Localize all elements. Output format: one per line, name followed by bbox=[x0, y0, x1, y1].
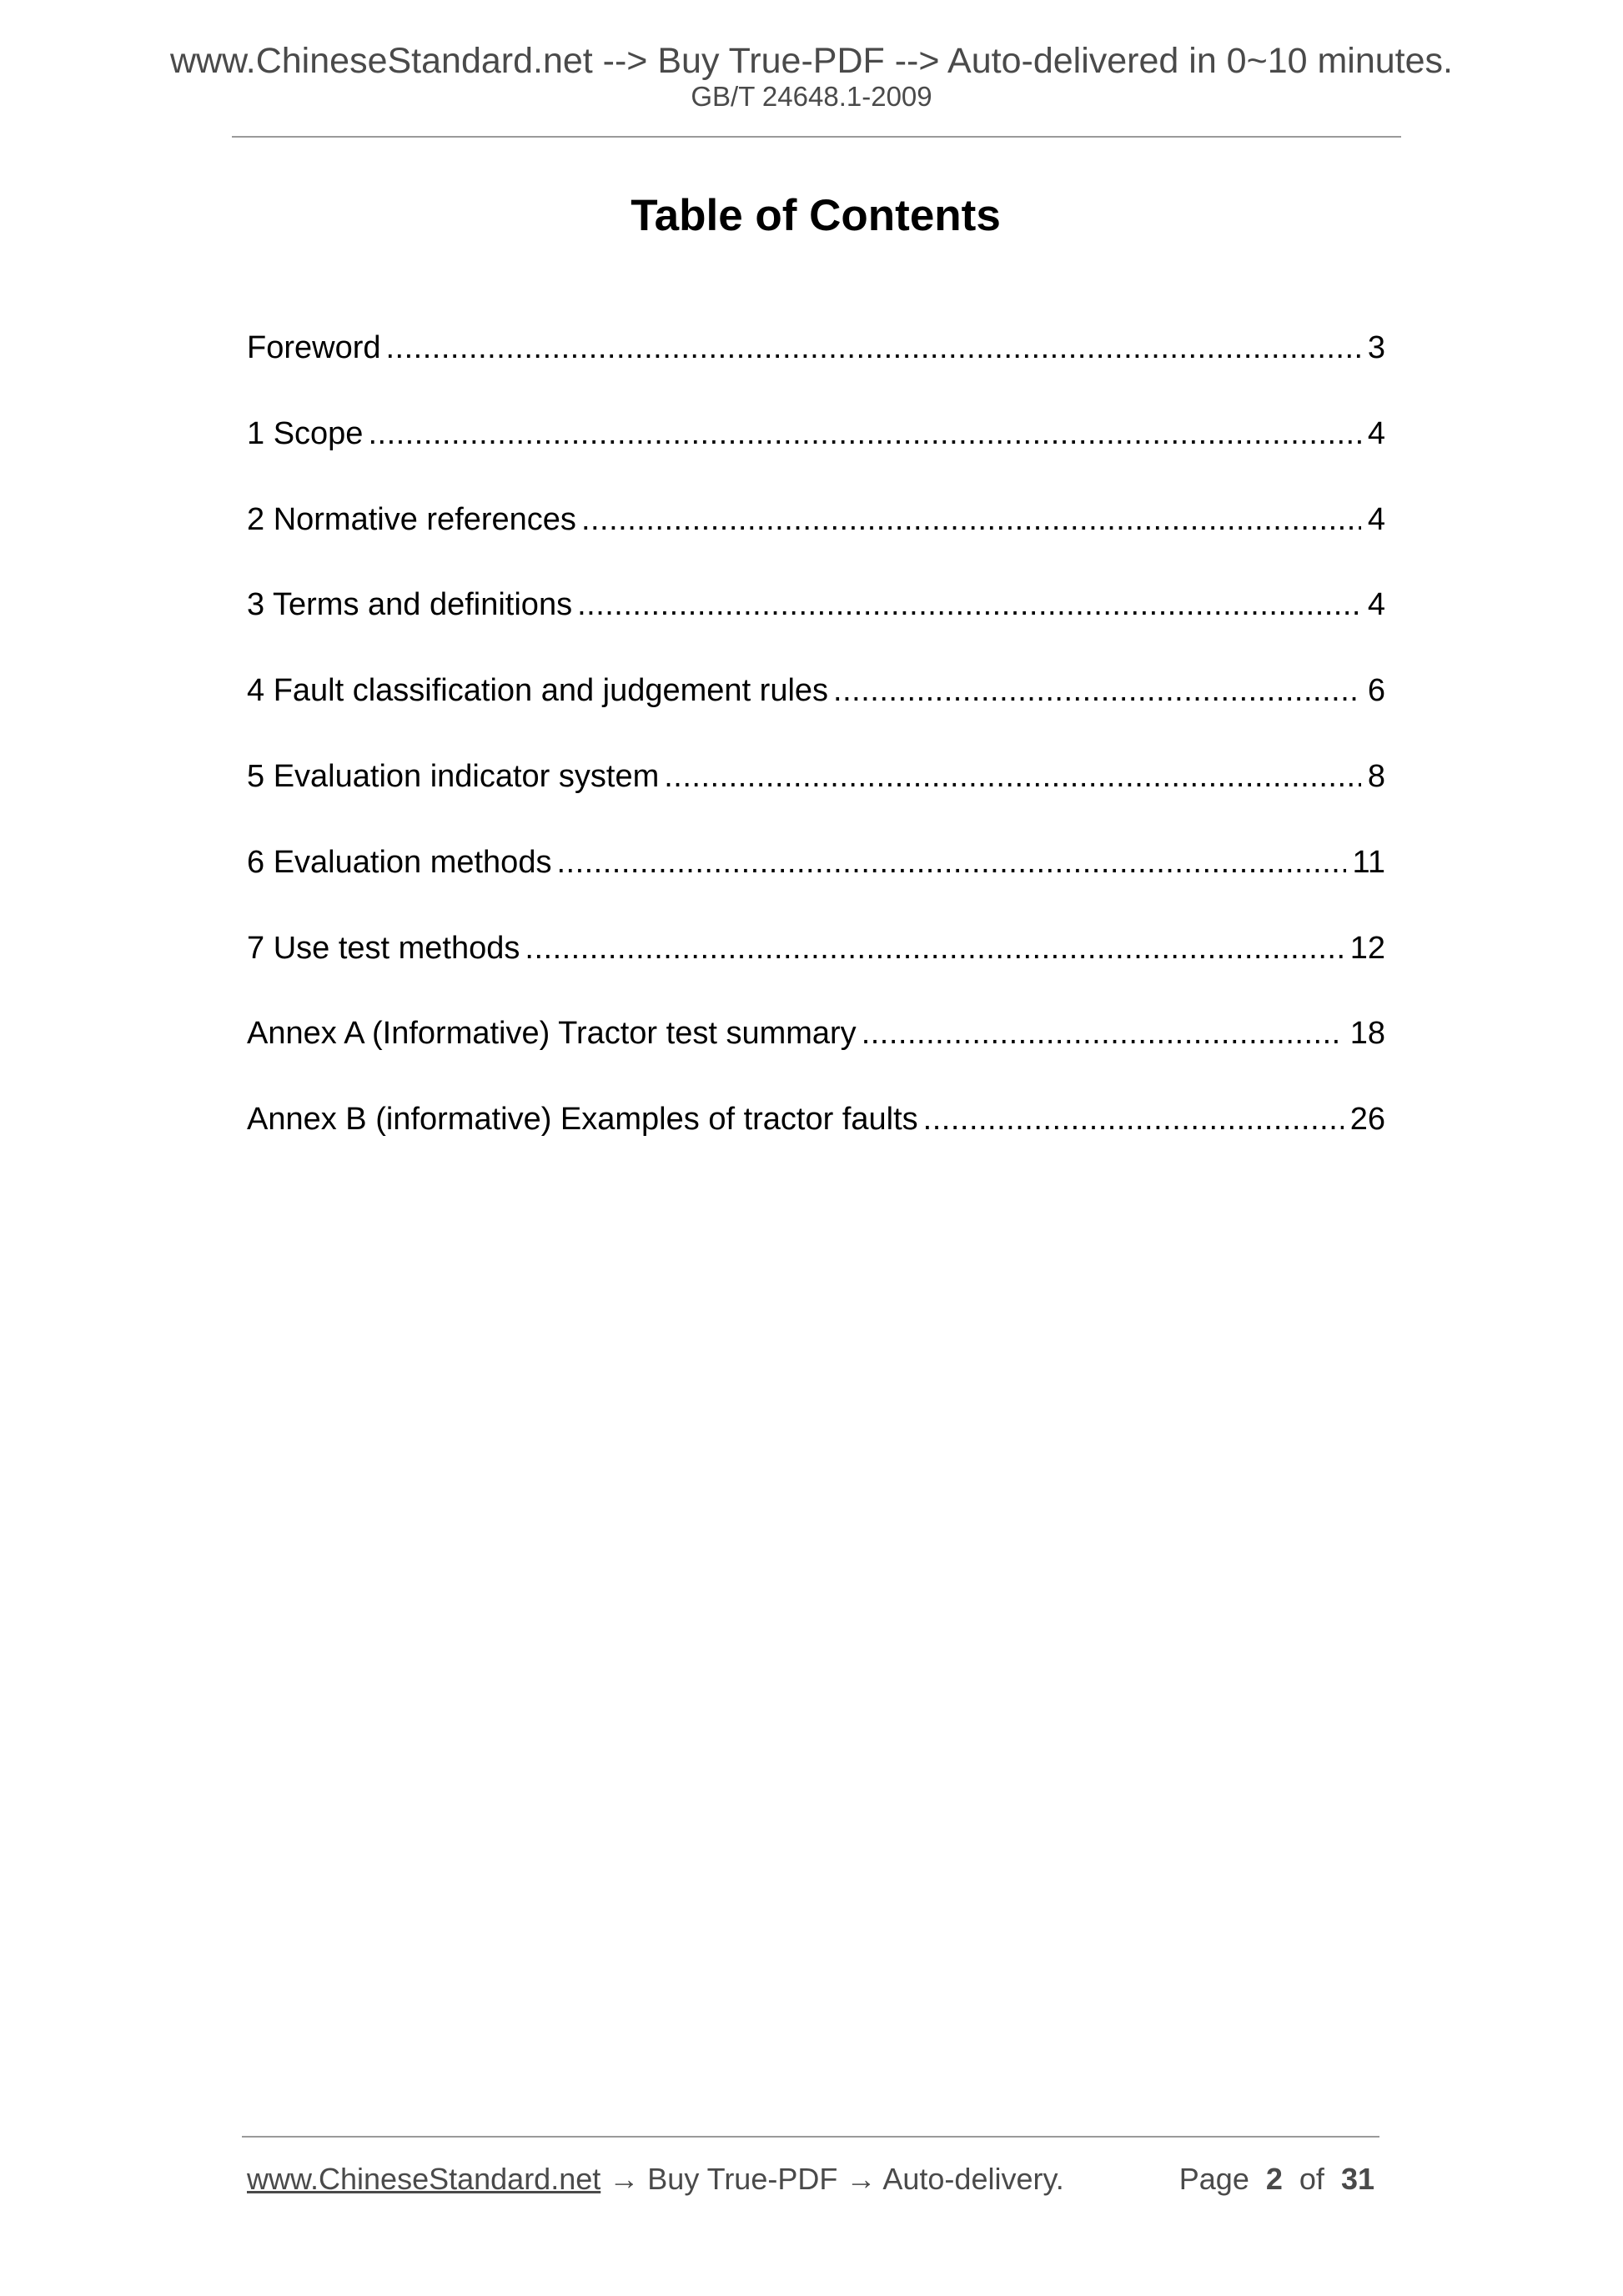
header-divider bbox=[232, 136, 1401, 138]
toc-entry-evaluation-indicator-system[interactable] bbox=[247, 755, 1385, 841]
toc-entry-terms-and-definitions[interactable] bbox=[247, 583, 1385, 669]
dot-leader bbox=[664, 755, 1361, 798]
page-title: Table of Contents bbox=[631, 191, 1001, 240]
header-banner: www.ChineseStandard.net --> Buy True-PDF --> Auto-delivered in 0~10 minutes. bbox=[169, 41, 1453, 81]
toc-entry-fault-classification[interactable] bbox=[247, 669, 1385, 755]
footer-site-link[interactable]: www.ChineseStandard.net bbox=[247, 2162, 601, 2196]
toc-entry-label: 2 Normative references bbox=[247, 501, 576, 537]
toc-entry-page: 12 bbox=[1349, 930, 1385, 966]
toc-entry-foreword[interactable] bbox=[247, 326, 1385, 412]
table-of-contents bbox=[247, 326, 1385, 1183]
document-number: GB/T 24648.1-2009 bbox=[691, 81, 932, 112]
dot-leader bbox=[923, 1098, 1344, 1141]
dot-leader bbox=[833, 669, 1361, 712]
toc-entry-label: Annex A (Informative) Tractor test summary bbox=[247, 1016, 857, 1052]
toc-entry-label: 5 Evaluation indicator system bbox=[247, 758, 660, 794]
toc-entry-page: 8 bbox=[1367, 758, 1385, 794]
page-footer bbox=[247, 2160, 1381, 2198]
toc-entry-page: 26 bbox=[1349, 1102, 1385, 1138]
toc-entry-label: 7 Use test methods bbox=[247, 930, 520, 966]
footer-delivery-text: Auto-delivery. bbox=[882, 2162, 1064, 2196]
toc-entry-page: 3 bbox=[1367, 330, 1385, 365]
footer-buy-text: Buy True-PDF bbox=[647, 2162, 838, 2196]
toc-entry-page: 18 bbox=[1349, 1016, 1385, 1052]
toc-entry-scope[interactable] bbox=[247, 412, 1385, 498]
toc-entry-label: 3 Terms and definitions bbox=[247, 587, 573, 623]
dot-leader bbox=[368, 412, 1360, 455]
toc-entry-annex-a[interactable] bbox=[247, 1012, 1385, 1098]
toc-entry-page: 4 bbox=[1367, 415, 1385, 451]
toc-entry-page: 6 bbox=[1367, 673, 1385, 709]
dot-leader bbox=[525, 927, 1343, 970]
dot-leader bbox=[581, 498, 1361, 541]
toc-entry-label: Foreword bbox=[247, 330, 381, 365]
dot-leader bbox=[386, 326, 1361, 369]
toc-entry-page: 4 bbox=[1367, 501, 1385, 537]
toc-entry-label: 6 Evaluation methods bbox=[247, 844, 552, 880]
footer-divider bbox=[242, 2136, 1379, 2138]
dot-leader bbox=[862, 1012, 1344, 1055]
toc-entry-page: 11 bbox=[1352, 844, 1385, 880]
toc-entry-label: 1 Scope bbox=[247, 415, 364, 451]
of-word: of bbox=[1299, 2162, 1324, 2196]
footer-promo bbox=[247, 2160, 1064, 2198]
toc-entry-label: Annex B (informative) Examples of tractor faults bbox=[247, 1102, 918, 1138]
toc-entry-use-test-methods[interactable] bbox=[247, 927, 1385, 1012]
toc-entry-page: 4 bbox=[1367, 587, 1385, 623]
toc-entry-annex-b[interactable] bbox=[247, 1098, 1385, 1183]
toc-entry-evaluation-methods[interactable] bbox=[247, 841, 1385, 927]
arrow-right-icon: → bbox=[846, 2162, 877, 2196]
arrow-right-icon: → bbox=[609, 2162, 640, 2196]
page-word: Page bbox=[1178, 2162, 1249, 2196]
dot-leader bbox=[577, 583, 1361, 626]
toc-entry-label: 4 Fault classification and judgement rules bbox=[247, 673, 829, 709]
total-page-count: 31 bbox=[1340, 2162, 1374, 2196]
dot-leader bbox=[556, 841, 1345, 884]
current-page-number: 2 bbox=[1265, 2162, 1283, 2196]
page-indicator bbox=[1179, 2160, 1374, 2198]
toc-entry-normative-references[interactable] bbox=[247, 498, 1385, 584]
